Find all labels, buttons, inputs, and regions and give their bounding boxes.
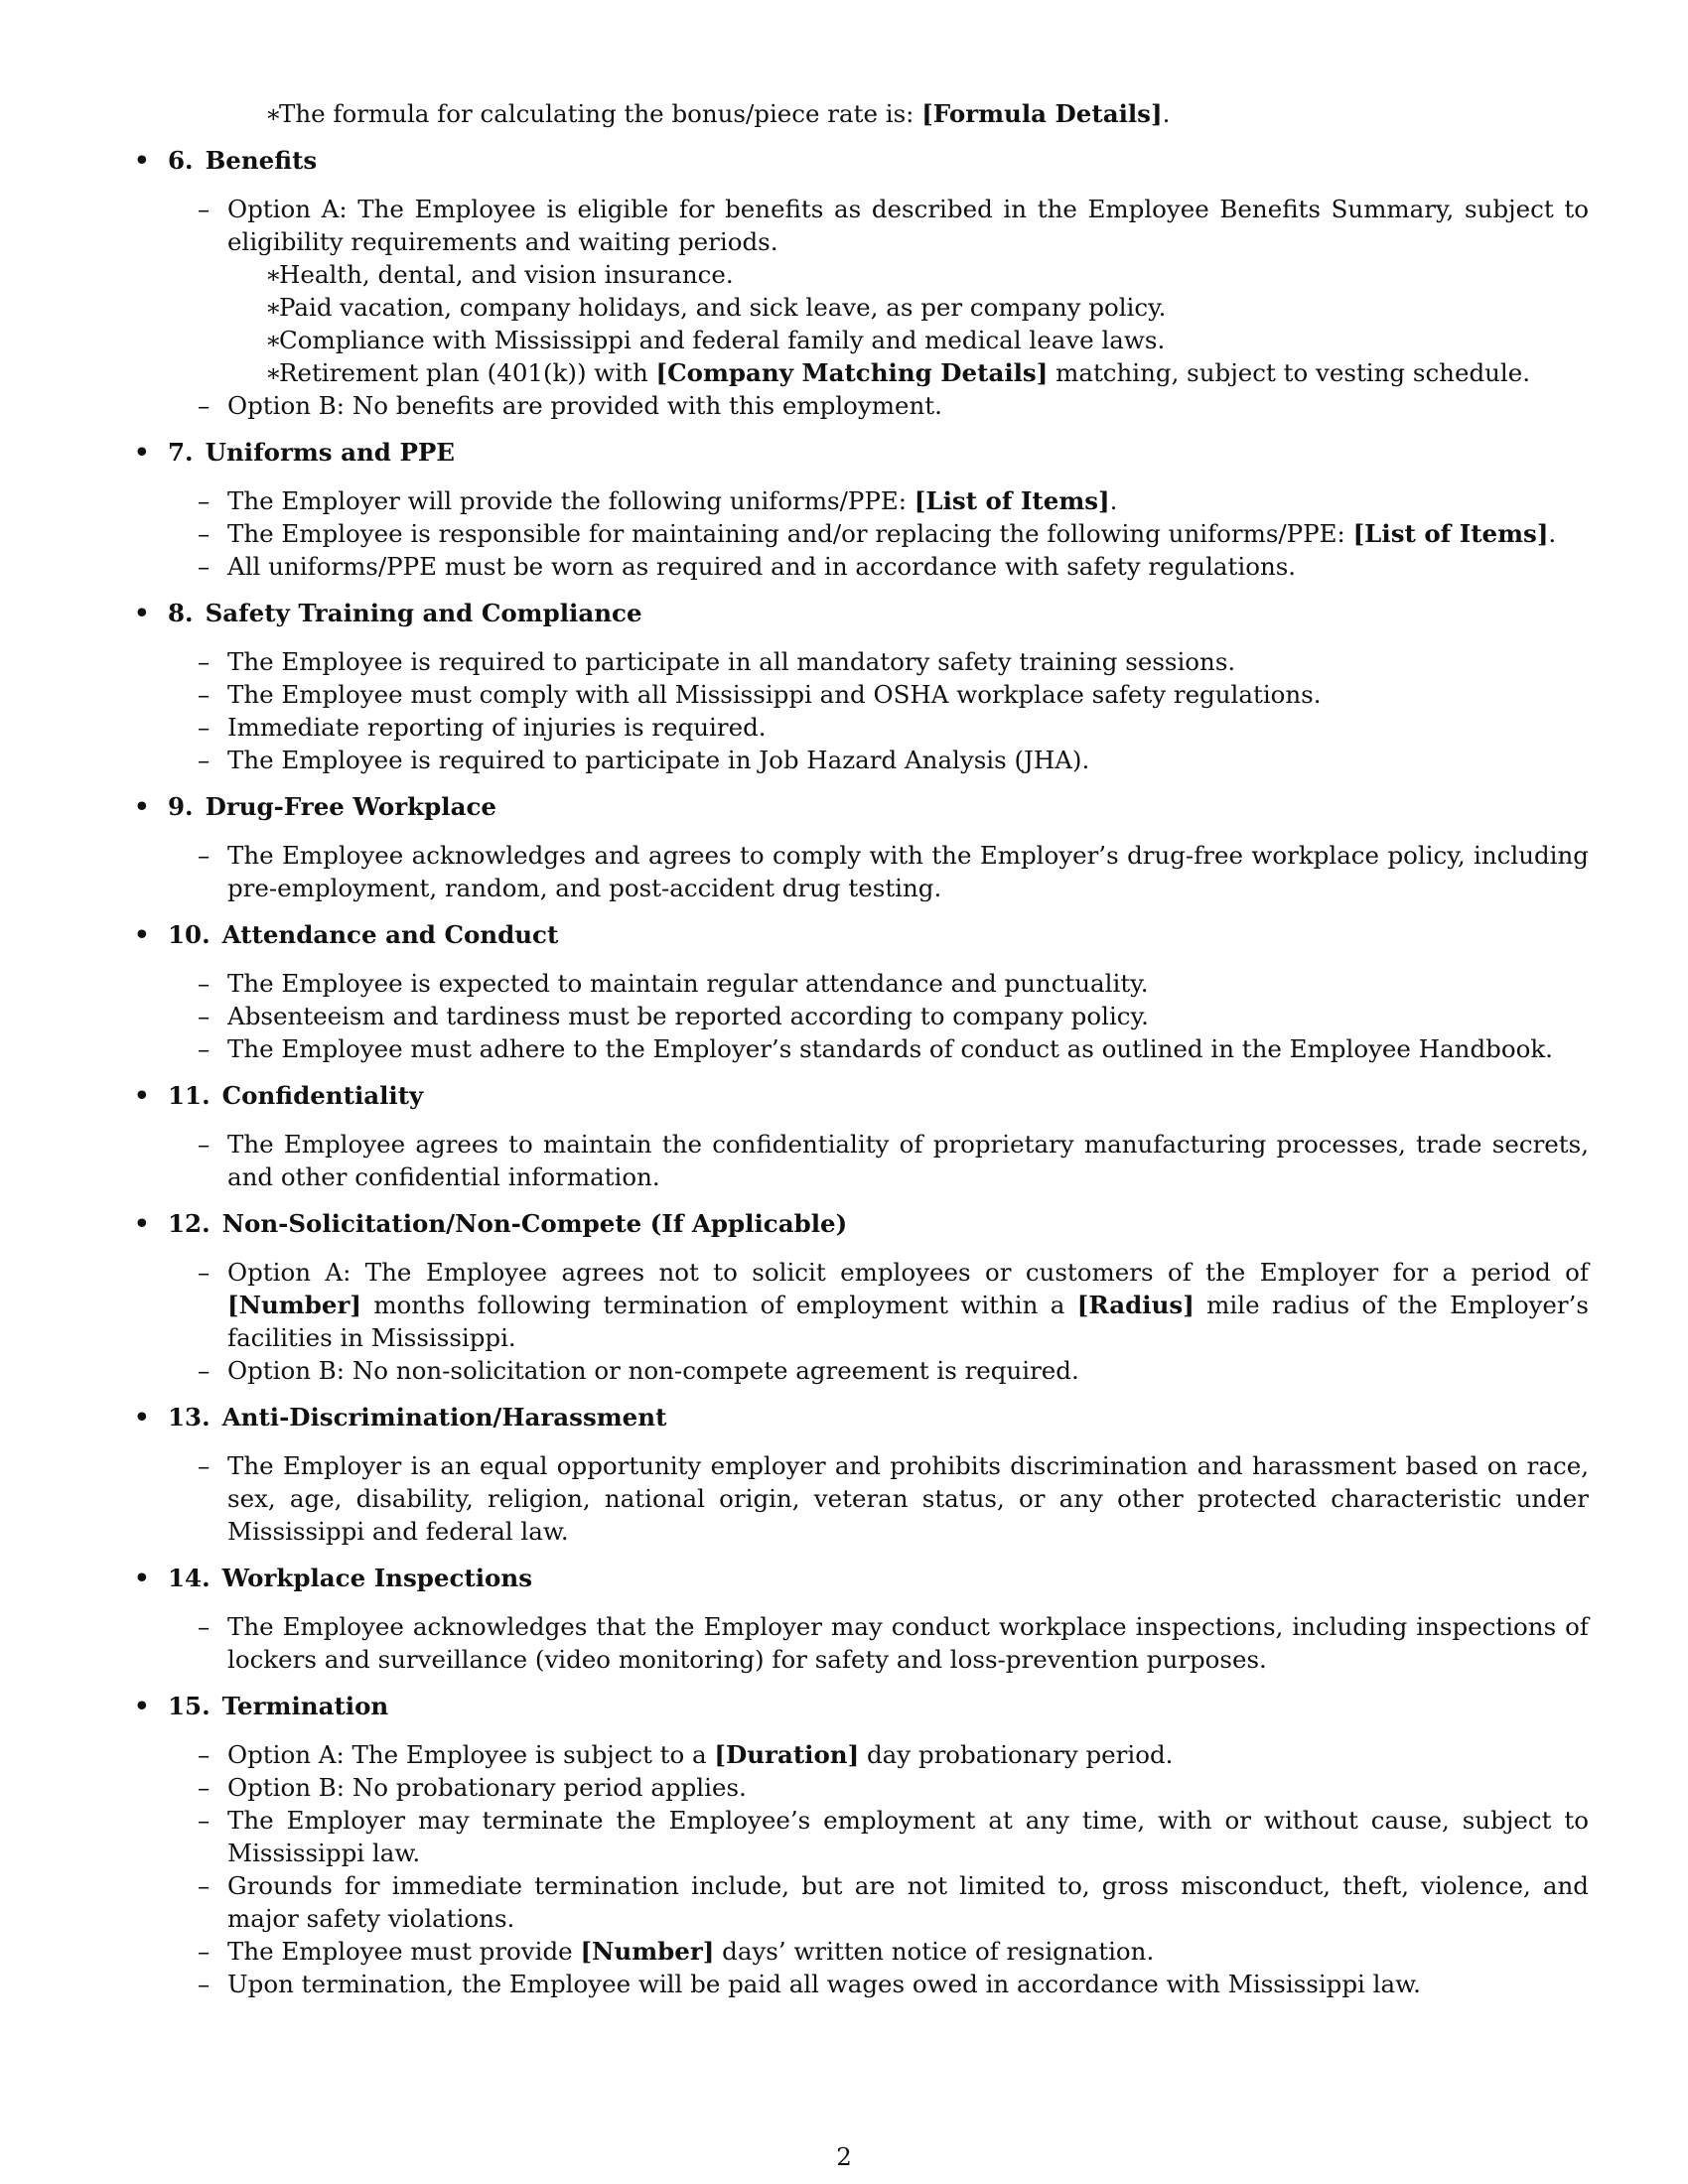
item-text-end: day probationary period. bbox=[859, 1740, 1174, 1769]
list-item bbox=[134, 839, 1589, 904]
section-number: 11. bbox=[168, 1081, 211, 1110]
dash-marker: – bbox=[198, 486, 211, 515]
item-text: Retirement plan (401(k)) with bbox=[279, 358, 656, 387]
document-page bbox=[134, 97, 1589, 2000]
star-marker: ∗ bbox=[265, 293, 282, 322]
sub-list-item bbox=[134, 291, 1589, 324]
section-termination bbox=[134, 1690, 1589, 2000]
list-item bbox=[134, 1000, 1589, 1032]
section-heading bbox=[134, 1207, 1589, 1240]
section-anti-discrimination bbox=[134, 1401, 1589, 1548]
item-text: The Employee must comply with all Mississippi and OSHA workplace safety regulations. bbox=[227, 680, 1322, 709]
list-item bbox=[134, 1032, 1589, 1065]
star-marker: ∗ bbox=[265, 260, 282, 289]
section-safety-training bbox=[134, 597, 1589, 776]
dash-marker: – bbox=[198, 1002, 211, 1030]
star-marker: ∗ bbox=[265, 99, 282, 128]
section-non-solicitation bbox=[134, 1207, 1589, 1387]
page-number: 2 bbox=[836, 2142, 852, 2171]
bullet-marker: • bbox=[134, 146, 150, 175]
list-item bbox=[134, 744, 1589, 776]
item-text-end: . bbox=[1548, 519, 1557, 548]
dash-marker: – bbox=[198, 552, 211, 581]
item-text: Option A: The Employee is eligible for benefits as described in the Employee Benefits Summary, subject to eligibility requirements and waiting periods. bbox=[227, 195, 1589, 256]
list-item bbox=[134, 1354, 1589, 1387]
section-heading bbox=[134, 436, 1589, 469]
bullet-marker: • bbox=[134, 438, 150, 467]
item-text: Absenteeism and tardiness must be reported according to company policy. bbox=[227, 1002, 1149, 1030]
list-item bbox=[134, 678, 1589, 711]
item-text: All uniforms/PPE must be worn as required and in accordance with safety regulations. bbox=[227, 552, 1297, 581]
section-title: Safety Training and Compliance bbox=[205, 599, 642, 627]
dash-marker: – bbox=[198, 1871, 211, 1900]
section-number: 15. bbox=[168, 1692, 211, 1720]
item-text-end: mile radius of the Employer’s facilities in Mississippi. bbox=[227, 1291, 1589, 1352]
dash-marker: – bbox=[198, 1451, 211, 1480]
section-title: Non-Solicitation/Non-Compete (If Applicable) bbox=[221, 1209, 848, 1238]
section-number: 14. bbox=[168, 1564, 211, 1592]
item-text: Option A: The Employee is subject to a bbox=[227, 1740, 715, 1769]
section-attendance bbox=[134, 918, 1589, 1065]
bullet-marker: • bbox=[134, 1209, 150, 1238]
formula-item bbox=[134, 97, 1589, 130]
list-item bbox=[134, 484, 1589, 517]
list-item bbox=[134, 1610, 1589, 1676]
item-text: Immediate reporting of injuries is required. bbox=[227, 713, 767, 742]
bullet-marker: • bbox=[134, 1692, 150, 1720]
item-text: Grounds for immediate termination include, but are not limited to, gross misconduct, theft, violence, and major safety violations. bbox=[227, 1871, 1589, 1933]
list-item bbox=[134, 517, 1589, 550]
section-title: Benefits bbox=[205, 146, 318, 175]
dash-marker: – bbox=[198, 1356, 211, 1385]
number-placeholder: [Number] bbox=[227, 1291, 361, 1319]
item-text-end: . bbox=[1109, 486, 1118, 515]
sub-list-item bbox=[134, 258, 1589, 291]
section-title: Workplace Inspections bbox=[221, 1564, 532, 1592]
dash-marker: – bbox=[198, 1970, 211, 1998]
dash-marker: – bbox=[198, 1740, 211, 1769]
item-text: The Employee is responsible for maintaining and/or replacing the following uniforms/PPE: bbox=[227, 519, 1353, 548]
list-item bbox=[134, 967, 1589, 1000]
number-placeholder: [Number] bbox=[580, 1937, 715, 1966]
radius-placeholder: [Radius] bbox=[1076, 1291, 1195, 1319]
item-text: The Employee is required to participate in Job Hazard Analysis (JHA). bbox=[227, 746, 1090, 774]
dash-marker: – bbox=[198, 1130, 211, 1159]
list-item bbox=[134, 1256, 1589, 1354]
star-marker: ∗ bbox=[265, 358, 282, 387]
bullet-marker: • bbox=[134, 1564, 150, 1592]
dash-marker: – bbox=[198, 1258, 211, 1287]
item-text: The Employer may terminate the Employee’s employment at any time, with or without cause, subject to Mississippi law. bbox=[227, 1806, 1589, 1867]
list-item bbox=[134, 1804, 1589, 1869]
section-number: 6. bbox=[168, 146, 194, 175]
list-item bbox=[134, 1738, 1589, 1771]
list-item bbox=[134, 550, 1589, 583]
section-number: 7. bbox=[168, 438, 194, 467]
list-item bbox=[134, 1771, 1589, 1804]
bullet-marker: • bbox=[134, 1403, 150, 1432]
section-title: Uniforms and PPE bbox=[205, 438, 455, 467]
section-number: 9. bbox=[168, 792, 194, 821]
list-item bbox=[134, 389, 1589, 422]
item-text: The Employee acknowledges that the Employer may conduct workplace inspections, including inspections of lockers and surveillance (video monitoring) for safety and loss-prevention purposes. bbox=[227, 1612, 1589, 1674]
list-item bbox=[134, 711, 1589, 744]
dash-marker: – bbox=[198, 1773, 211, 1802]
dash-marker: – bbox=[198, 195, 211, 223]
list-item bbox=[134, 1935, 1589, 1968]
dash-marker: – bbox=[198, 969, 211, 998]
dash-marker: – bbox=[198, 841, 211, 870]
duration-placeholder: [Duration] bbox=[714, 1740, 860, 1769]
item-text: Upon termination, the Employee will be paid all wages owed in accordance with Mississippi law. bbox=[227, 1970, 1421, 1998]
section-number: 8. bbox=[168, 599, 194, 627]
items-placeholder: [List of Items] bbox=[914, 486, 1110, 515]
item-text: The Employee must adhere to the Employer’s standards of conduct as outlined in the Employee Handbook. bbox=[227, 1034, 1553, 1063]
dash-marker: – bbox=[198, 519, 211, 548]
list-item bbox=[134, 1869, 1589, 1935]
section-title: Anti-Discrimination/Harassment bbox=[221, 1403, 667, 1432]
item-text: Option B: No probationary period applies. bbox=[227, 1773, 747, 1802]
section-heading bbox=[134, 1690, 1589, 1722]
item-text: The Employee is required to participate in all mandatory safety training sessions. bbox=[227, 647, 1236, 676]
dash-marker: – bbox=[198, 713, 211, 742]
section-heading bbox=[134, 1562, 1589, 1594]
section-drug-free bbox=[134, 790, 1589, 904]
section-uniforms bbox=[134, 436, 1589, 583]
sub-list-item bbox=[134, 356, 1589, 389]
section-heading bbox=[134, 144, 1589, 177]
list-item bbox=[134, 1128, 1589, 1193]
section-heading bbox=[134, 1401, 1589, 1433]
section-heading bbox=[134, 918, 1589, 951]
item-text: The Employer is an equal opportunity employer and prohibits discrimination and harassment based on race, sex, age, disability, religion, national origin, veteran status, or any other protected characteristic under Mississippi and federal law. bbox=[227, 1451, 1589, 1546]
list-item bbox=[134, 1449, 1589, 1548]
item-text-end: days’ written notice of resignation. bbox=[714, 1937, 1155, 1966]
bullet-marker: • bbox=[134, 1081, 150, 1110]
section-number: 13. bbox=[168, 1403, 211, 1432]
item-text: The Employer will provide the following uniforms/PPE: bbox=[227, 486, 914, 515]
list-item bbox=[134, 645, 1589, 678]
matching-placeholder: [Company Matching Details] bbox=[655, 358, 1049, 387]
dash-marker: – bbox=[198, 1806, 211, 1835]
items-placeholder: [List of Items] bbox=[1352, 519, 1549, 548]
list-item bbox=[134, 1968, 1589, 2000]
dash-marker: – bbox=[198, 746, 211, 774]
formula-text: The formula for calculating the bonus/piece rate is: bbox=[279, 99, 922, 128]
bullet-marker: • bbox=[134, 599, 150, 627]
item-text: Option B: No non-solicitation or non-compete agreement is required. bbox=[227, 1356, 1079, 1385]
item-text: Health, dental, and vision insurance. bbox=[279, 260, 734, 289]
bullet-marker: • bbox=[134, 920, 150, 949]
section-title: Drug-Free Workplace bbox=[205, 792, 496, 821]
item-text: Option B: No benefits are provided with this employment. bbox=[227, 391, 942, 420]
item-text: The Employee acknowledges and agrees to comply with the Employer’s drug-free workplace policy, including pre-employment, random, and post-accident drug testing. bbox=[227, 841, 1589, 902]
item-text: The Employee agrees to maintain the confidentiality of proprietary manufacturing processes, trade secrets, and other confidential information. bbox=[227, 1130, 1589, 1191]
item-text: Paid vacation, company holidays, and sick leave, as per company policy. bbox=[279, 293, 1167, 322]
section-title: Attendance and Conduct bbox=[221, 920, 559, 949]
dash-marker: – bbox=[198, 1034, 211, 1063]
item-text-mid: months following termination of employment within a bbox=[360, 1291, 1077, 1319]
dash-marker: – bbox=[198, 647, 211, 676]
item-text: The Employee must provide bbox=[227, 1937, 581, 1966]
item-text: Compliance with Mississippi and federal family and medical leave laws. bbox=[279, 326, 1166, 354]
section-title: Termination bbox=[221, 1692, 389, 1720]
list-item bbox=[134, 193, 1589, 258]
section-heading bbox=[134, 790, 1589, 823]
bullet-marker: • bbox=[134, 792, 150, 821]
dash-marker: – bbox=[198, 1937, 211, 1966]
formula-placeholder: [Formula Details] bbox=[921, 99, 1163, 128]
section-benefits bbox=[134, 144, 1589, 422]
sub-list-item bbox=[134, 324, 1589, 356]
star-marker: ∗ bbox=[265, 326, 282, 354]
section-heading bbox=[134, 597, 1589, 629]
formula-text-end: . bbox=[1162, 99, 1171, 128]
section-number: 10. bbox=[168, 920, 211, 949]
item-text: The Employee is expected to maintain regular attendance and punctuality. bbox=[227, 969, 1149, 998]
section-inspections bbox=[134, 1562, 1589, 1676]
section-heading bbox=[134, 1079, 1589, 1112]
section-confidentiality bbox=[134, 1079, 1589, 1193]
section-number: 12. bbox=[168, 1209, 211, 1238]
item-text: Option A: The Employee agrees not to solicit employees or customers of the Employer for a period of bbox=[227, 1258, 1589, 1287]
item-text-end: matching, subject to vesting schedule. bbox=[1048, 358, 1531, 387]
dash-marker: – bbox=[198, 391, 211, 420]
section-title: Confidentiality bbox=[221, 1081, 424, 1110]
dash-marker: – bbox=[198, 680, 211, 709]
dash-marker: – bbox=[198, 1612, 211, 1641]
